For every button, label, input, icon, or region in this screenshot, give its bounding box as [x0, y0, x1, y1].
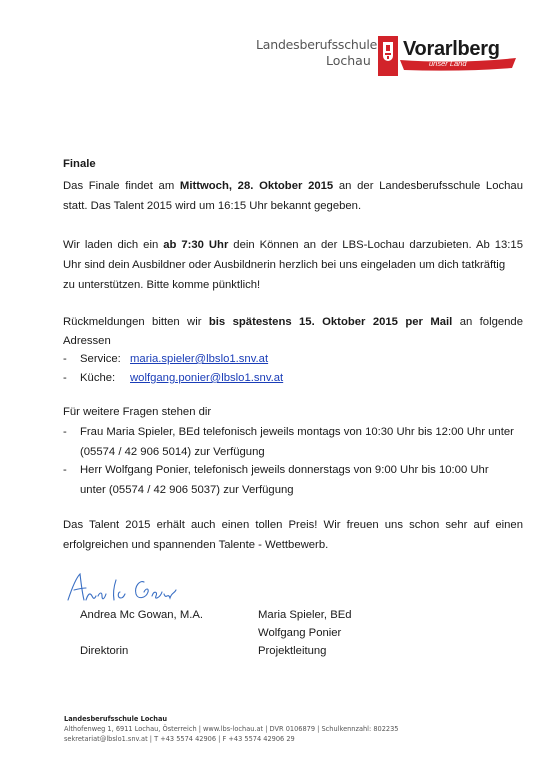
letter-heading: Finale: [63, 158, 96, 170]
p3-line1: Rückmeldungen bitten wir bis spätestens 15. Oktober 2015 per Mail an folgende: [63, 316, 523, 328]
handwritten-signature: [64, 570, 184, 606]
signatory-right-name2: Wolfgang Ponier: [258, 627, 342, 639]
signatory-right-name1: Maria Spieler, BEd: [258, 609, 352, 621]
question-ponier-line1: Herr Wolfgang Ponier, telefonisch jeweils donnerstags von 9:00 Uhr bis 10:00 Uhr: [80, 464, 489, 476]
footer-address-line: Althofenweg 1, 6911 Lochau, Österreich | www.lbs-lochau.at | DVR 0106879 | Schulkennzahl: 802235: [64, 725, 399, 733]
brand-tagline-swoosh: [400, 58, 516, 72]
question-ponier-dash: -: [63, 464, 67, 476]
signatory-right-role: Projektleitung: [258, 645, 327, 657]
contact-kitchen-label: Küche:: [80, 372, 116, 384]
contact-service-label: Service:: [80, 353, 121, 365]
p1-line2: statt. Das Talent 2015 wird um 16:15 Uhr bekannt gegeben.: [63, 200, 362, 212]
question-spieler-dash: -: [63, 426, 67, 438]
p2-line2: Uhr sind dein Ausbildner oder Ausbildnerin herzlich bei uns eingeladen um dich tatkräftig: [63, 259, 506, 271]
contact-service-dash: -: [63, 353, 67, 365]
brand-tagline: unser Land: [429, 59, 467, 68]
kitchen-email-link[interactable]: wolfgang.ponier@lbslo1.snv.at: [130, 372, 284, 384]
footer-contact-line: sekretariat@lbslo1.snv.at | T +43 5574 42906 | F +43 5574 42906 29: [64, 735, 295, 743]
signatory-left-role: Direktorin: [80, 645, 129, 657]
p2-line1: Wir laden dich ein ab 7:30 Uhr dein Können an der LBS-Lochau darzubieten. Ab 13:15: [63, 239, 523, 251]
question-spieler-line2: (05574 / 42 906 5014) zur Verfügung: [80, 446, 265, 458]
p3-line2: Adressen: [63, 335, 111, 347]
service-email-link[interactable]: maria.spieler@lbslo1.snv.at: [130, 353, 269, 365]
question-ponier-line2: unter (05574 / 42 906 5037) zur Verfügung: [80, 484, 294, 496]
p5-line1: Das Talent 2015 erhält auch einen tollen Preis! Wir freuen uns schon sehr auf einen: [63, 519, 523, 531]
question-spieler-line1: Frau Maria Spieler, BEd telefonisch jeweils montags von 10:30 Uhr bis 12:00 Uhr unter: [80, 426, 514, 438]
signatory-left-name: Andrea Mc Gowan, M.A.: [80, 609, 204, 621]
footer-school-name: Landesberufsschule Lochau: [64, 715, 168, 723]
brand-wordmark: Vorarlberg: [403, 38, 500, 60]
p1-line1: Das Finale findet am Mittwoch, 28. Oktober 2015 an der Landesberufsschule Lochau: [63, 180, 523, 192]
p5-line2: erfolgreichen und spannenden Talente - Wettbewerb.: [63, 539, 329, 551]
school-name: Landesberufsschule: [256, 37, 378, 52]
school-location: Lochau: [326, 53, 371, 68]
p2-line3: zu unterstützen. Bitte komme pünktlich!: [63, 279, 261, 291]
questions-intro: Für weitere Fragen stehen dir: [63, 406, 212, 418]
contact-kitchen-dash: -: [63, 372, 67, 384]
